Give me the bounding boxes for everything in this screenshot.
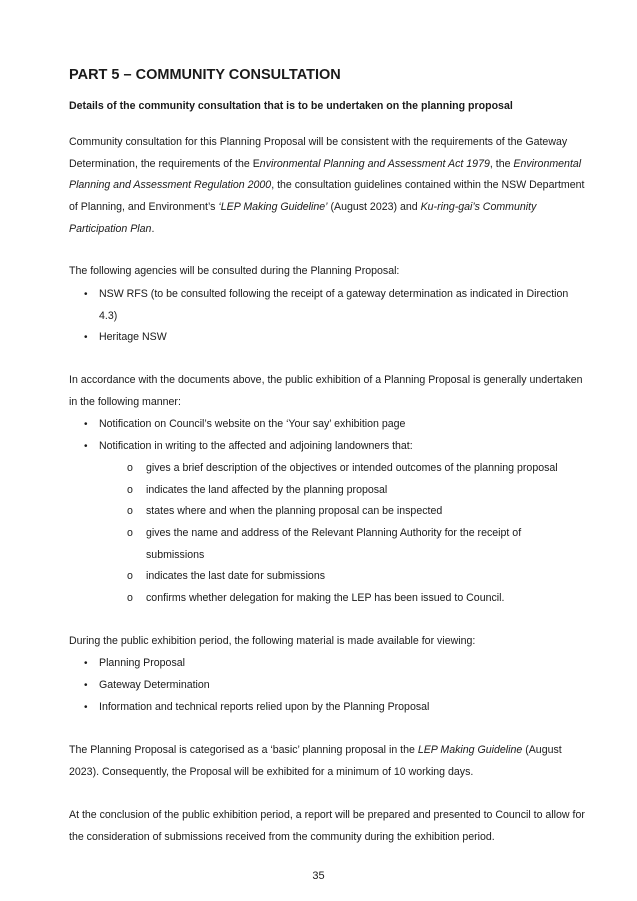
section-heading: PART 5 – COMMUNITY CONSULTATION: [69, 67, 341, 83]
bullet-icon: •: [84, 289, 88, 300]
material-intro: During the public exhibition period, the following material is made available for viewing:: [69, 635, 476, 647]
bullet-icon: •: [84, 658, 88, 669]
agencies-intro: The following agencies will be consulted during the Planning Proposal:: [69, 265, 400, 277]
circle-bullet-icon: o: [127, 505, 133, 517]
categorisation-paragraph: The Planning Proposal is categorised as a ‘basic’ planning proposal in the LEP Making Guideline (August 2023). Consequently, the Proposal will be exhibited for a minimum of 10 working days.: [69, 744, 562, 778]
circle-bullet-icon: o: [127, 484, 133, 496]
circle-bullet-icon: o: [127, 592, 133, 604]
exhibition-intro: In accordance with the documents above, the public exhibition of a Planning Proposal is generally undertaken in the following manner:: [69, 374, 583, 408]
section-subheading: Details of the community consultation that is to be undertaken on the planning proposal: [69, 100, 513, 112]
conclusion-paragraph: At the conclusion of the public exhibition period, a report will be prepared and presented to Council to allow for the consideration of submissions received from the community during the exhibition period.: [69, 809, 585, 843]
document-page: PART 5 – COMMUNITY CONSULTATION Details of the community consultation that is to be undertaken on the planning proposal Community consultation for this Planning Proposal will be consistent with the requirements of the Gateway Determination, the requirements of the Environmental Planning and Assessment Act 1979, the Environmental Planning and Assessment Regulation 2000, the consultation guidelines contained within the NSW Department of Planning, and Environment’s ‘LEP Making Guideline’ (August 2023) and Ku-ring-gai’s Community Participation Plan. The following agencies will be consulted during the Planning Proposal: • NSW RFS (to be consulted following the receipt of a gateway determination as indicated in Direction 4.3) • Heritage NSW In accordance with the documents above, the public exhibition of a Planning Proposal is generally undertaken in the following manner: • Notification on Council’s website on the ‘Your say’ exhibition page • Notification in writing to the affected and adjoining landowners that: o gives a brief description of the objectives or intended outcomes of the planning proposal o indicates the land affected by the planning proposal o states where and when the planning proposal can be inspected o gives the name and address of the Relevant Planning Authority for the receipt of submissions o indicates the last date for submissions o confirms whether delegation for making the LEP has been issued to Council. During the public exhibition period, the following material is made available for viewing: • Planning Proposal • Gateway Determination • Information and technical reports relied upon by the Planning Proposal The Planning Proposal is categorised as a ‘basic’ planning proposal in the LEP Making Guideline (August 2023). Consequently, the Proposal will be exhibited for a minimum of 10 working days. At the conclusion of the public exhibition period, a report will be prepared and presented to Council to allow for the consideration of submissions received from the community during the exhibition period. 35: [0, 0, 637, 901]
bullet-icon: •: [84, 702, 88, 713]
bullet-icon: •: [84, 419, 88, 430]
circle-bullet-icon: o: [127, 462, 133, 474]
bullet-icon: •: [84, 680, 88, 691]
bullet-icon: •: [84, 332, 88, 343]
page-number: 35: [312, 870, 325, 882]
bullet-icon: •: [84, 441, 88, 452]
circle-bullet-icon: o: [127, 527, 133, 539]
circle-bullet-icon: o: [127, 570, 133, 582]
intro-paragraph: Community consultation for this Planning Proposal will be consistent with the requirements of the Gateway Determination, the requirements of the Environmental Planning and Assessment Act 1979, the Environmental Planning and Assessment Regulation 2000, the consultation guidelines contained within the NSW Department of Planning, and Environment’s ‘LEP Making Guideline’ (August 2023) and Ku-ring-gai’s Community Participation Plan.: [69, 136, 585, 235]
